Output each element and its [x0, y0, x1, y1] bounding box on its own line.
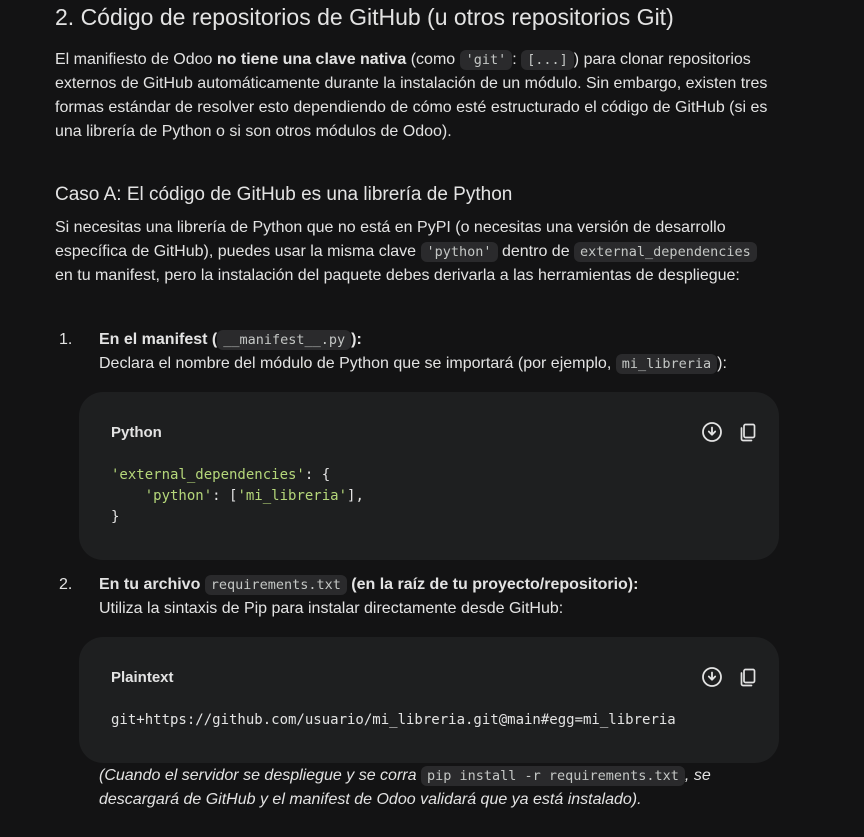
list-number: 1. [59, 331, 73, 348]
list-body: En tu archivo requirements.txt (en la raíz de tu proyecto/repositorio): Utiliza la sintaxis de Pip para instalar directamente desde GitHub: [99, 576, 639, 617]
bold-text: no tiene una clave nativa [216, 51, 407, 68]
inline-code: [...] [521, 50, 574, 70]
inline-code: __manifest__.py [217, 330, 351, 350]
list-number: 2. [59, 576, 73, 593]
code-block [79, 637, 779, 763]
copy-icon[interactable] [737, 421, 759, 443]
subsection-title: Caso A: El código de GitHub es una librería de Python [55, 184, 513, 205]
inline-code: 'git' [460, 50, 513, 70]
code-block [79, 392, 779, 560]
inline-code: pip install -r requirements.txt [421, 766, 685, 786]
inline-code: external_dependencies [574, 242, 757, 262]
code-actions [701, 421, 759, 443]
code-content: git+https://github.com/usuario/mi_libreria.git@main#egg=mi_libreria [111, 712, 676, 728]
case-a-paragraph: Si necesitas una librería de Python que no está en PyPI (o necesitas una versión de desarrollo específica de GitHub), puedes usar la misma clave 'python' dentro de external_dependencies en tu manifest, pero la instalación del paquete debes derivarla a las herramientas de despliegue: [55, 216, 775, 288]
inline-code: mi_libreria [616, 354, 717, 374]
section-title: 2. Código de repositorios de GitHub (u otros repositorios Git) [55, 4, 674, 30]
code-language-label: Plaintext [111, 669, 174, 686]
inline-code: requirements.txt [205, 575, 347, 595]
download-icon[interactable] [701, 666, 723, 688]
inline-code: 'python' [421, 242, 498, 262]
note-paragraph: (Cuando el servidor se despliegue y se corra pip install -r requirements.txt , se descargará de GitHub y el manifest de Odoo validará que ya está instalado). [99, 767, 711, 808]
list-body: En el manifest ( __manifest__.py ): Declara el nombre del módulo de Python que se importará (por ejemplo, mi_libreria ): [99, 331, 727, 372]
copy-icon[interactable] [737, 666, 759, 688]
intro-paragraph: El manifiesto de Odoo no tiene una clave nativa (como 'git' : [...] ) para clonar repositorios externos de GitHub automáticamente durante la instalación de un módulo. Sin embargo, existen tres formas estándar de resolver esto dependiendo de cómo esté estructurado el código de GitHub (si es una librería de Python o si son otros módulos de Odoo). [55, 51, 768, 140]
download-icon[interactable] [701, 421, 723, 443]
code-language-label: Python [111, 424, 162, 441]
code-actions [701, 666, 759, 688]
code-content: 'external_dependencies': { 'python': ['mi_libreria'], } [111, 467, 364, 525]
